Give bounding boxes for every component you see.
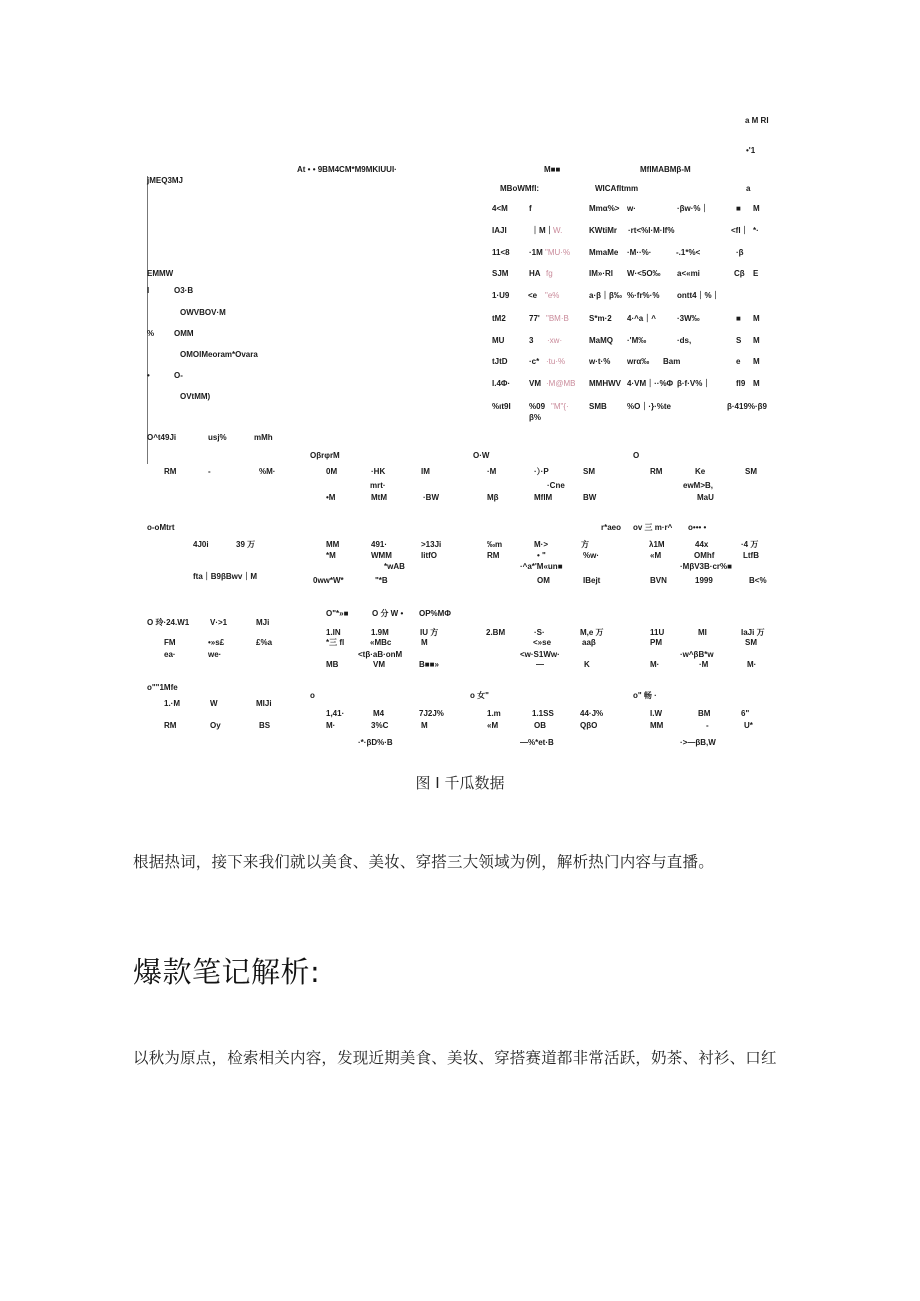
figure-cell: M,e 万: [580, 628, 604, 637]
figure-cell: OM: [537, 576, 550, 585]
figure-cell: BM: [698, 709, 711, 718]
figure-cell: jMEQ3MJ: [147, 176, 184, 185]
figure-cell: O 分 W •: [372, 609, 404, 618]
figure-cell: *wAB: [384, 562, 405, 571]
figure-cell: «M: [650, 551, 662, 560]
figure-cell: OMOIMeoram*Ovara: [180, 350, 258, 359]
figure-cell: K: [584, 660, 590, 669]
figure-cell: β·f·V%｜: [677, 379, 711, 388]
figure-cell: 2.BM: [486, 628, 506, 637]
figure-cell: o: [310, 691, 315, 700]
figure-cell: 44x: [695, 540, 709, 549]
figure-cell: 11<8: [492, 248, 510, 257]
figure-cell: *·: [753, 226, 759, 235]
figure-cell: O: [633, 451, 640, 460]
figure-cell: O·W: [473, 451, 490, 460]
figure-cell: ·Cne: [547, 481, 565, 490]
figure-cell: 0M: [326, 467, 338, 476]
figure-cell: ·xw·: [547, 336, 563, 345]
figure-cell: 77': [529, 314, 540, 323]
figure-cell: ·M: [487, 467, 497, 476]
figure-cell: W·<5O‰: [627, 269, 661, 278]
figure-cell: e: [736, 357, 741, 366]
figure-cell: HA: [529, 269, 541, 278]
figure-cell: RM: [487, 551, 500, 560]
figure-cell: ·MβV3B·cr%■: [680, 562, 732, 571]
figure-cell: ·'M‰: [627, 336, 647, 345]
figure-cell: β·419%·β9: [727, 402, 768, 411]
figure-cell: MU: [492, 336, 505, 345]
figure-cell: w·: [627, 204, 636, 213]
figure-cell: <»se: [533, 638, 552, 647]
figure-cell: 7J2J%: [419, 709, 444, 718]
figure-cell: OB: [534, 721, 546, 730]
figure-cell: BS: [259, 721, 271, 730]
figure-cell: β%: [529, 413, 541, 422]
figure-cell: 1,41·: [326, 709, 345, 718]
figure-cell: IAJI: [492, 226, 507, 235]
figure-cell: IBejt: [583, 576, 601, 585]
figure-cell: E: [753, 269, 759, 278]
figure-cell: o 女": [470, 691, 489, 700]
figure-cell: 39 万: [236, 540, 256, 549]
figure-cell: SMB: [589, 402, 607, 411]
figure-cell: ·βw·%｜: [677, 204, 709, 213]
figure-cell: Mmα%>: [589, 204, 620, 213]
figure-cell: 3: [529, 336, 534, 345]
figure-cell: mrt·: [370, 481, 386, 490]
figure-cell: ·M: [699, 660, 709, 669]
figure-cell: o-oMtrt: [147, 523, 175, 532]
figure-cell: PM: [650, 638, 662, 647]
figure-cell: %09: [529, 402, 546, 411]
figure-cell: M■■: [544, 165, 561, 174]
figure-cell: <fl｜: [731, 226, 749, 235]
figure-cell: "BM·B: [546, 314, 569, 323]
section-heading: 爆款笔记解析:: [133, 955, 321, 989]
figure-cell: ·*·βD%·B: [358, 738, 393, 747]
figure-cell: ·3W‰: [677, 314, 700, 323]
figure-cell: -: [706, 721, 709, 730]
figure-cell: B■■»: [419, 660, 439, 669]
figure-cell: Ke: [695, 467, 706, 476]
figure-cell: M·: [747, 660, 757, 669]
figure-cell: 6": [741, 709, 750, 718]
figure-cell: RM: [164, 721, 177, 730]
figure-cell: I.4Φ·: [492, 379, 511, 388]
figure-cell: «MBc: [370, 638, 392, 647]
figure-cell: ·c*: [529, 357, 540, 366]
figure-cell: VM: [373, 660, 385, 669]
figure-cell: "M"{·: [551, 402, 569, 411]
figure-cell: WMM: [371, 551, 392, 560]
figure-cell: O-: [174, 371, 183, 380]
figure-cell: 1.·M: [164, 699, 180, 708]
figure-cell: M4: [373, 709, 385, 718]
figure-cell: MB: [326, 660, 339, 669]
figure-cell: M·>: [534, 540, 548, 549]
figure-cell: ■: [736, 204, 741, 213]
table-left-border: [147, 176, 148, 464]
figure-cell: %·fr%·%: [627, 291, 660, 300]
figure-cell: 1.IN: [326, 628, 341, 637]
figure-cell: V·>1: [210, 618, 228, 627]
figure-cell: SM: [745, 638, 757, 647]
figure-cell: 4·VM｜··%Φ: [627, 379, 674, 388]
figure-cell: r*aeo: [601, 523, 622, 532]
figure-cell: —: [536, 660, 544, 669]
figure-cell: "*B: [375, 576, 388, 585]
figure-cell: MflMABMβ-M: [640, 165, 691, 174]
figure-cell: mMh: [254, 433, 273, 442]
figure-cell: FM: [164, 638, 176, 647]
figure-cell: ·M@MB: [546, 379, 576, 388]
figure-cell: ·S·: [534, 628, 545, 637]
figure-cell: MM: [650, 721, 664, 730]
figure-cell: MaMQ: [589, 336, 613, 345]
figure-cell: 44·J%: [580, 709, 604, 718]
figure-cell: •M: [326, 493, 336, 502]
figure-cell: SM: [745, 467, 757, 476]
figure-cell: fta｜B9βBwv｜M: [193, 572, 257, 581]
figure-cell: ·BW: [423, 493, 439, 502]
figure-cell: IaJi 万: [741, 628, 765, 637]
figure-cell: 4<M: [492, 204, 508, 213]
figure-cell: VM: [529, 379, 541, 388]
figure-cell: O 玲·24.W1: [147, 618, 190, 627]
figure-cell: RM: [650, 467, 663, 476]
figure-cell: ea·: [164, 650, 176, 659]
figure-cell: w·t·%: [589, 357, 611, 366]
figure-caption: 图 I 千瓜数据: [415, 774, 505, 792]
figure-cell: ov 三 m·r^: [633, 523, 673, 532]
figure-cell: OMhf: [694, 551, 715, 560]
figure-cell: £%a: [256, 638, 273, 647]
figure-cell: ·）·P: [534, 467, 549, 476]
figure-cell: •»s£: [208, 638, 225, 647]
figure-cell: IM»·Rl: [589, 269, 613, 278]
figure-cell: O"*»■: [326, 609, 349, 618]
figure-cell: aaβ: [582, 638, 596, 647]
figure-cell: tM2: [492, 314, 506, 323]
figure-cell: ·M··%·: [627, 248, 652, 257]
figure-cell: O3·B: [174, 286, 194, 295]
figure-cell: λ1M: [649, 540, 665, 549]
figure-cell: M: [753, 379, 760, 388]
figure-cell: 4·^a｜^: [627, 314, 656, 323]
figure-cell: M·: [650, 660, 660, 669]
figure-cell: 1999: [695, 576, 713, 585]
figure-cell: a: [746, 184, 751, 193]
figure-cell: ontt4｜%｜: [677, 291, 720, 300]
figure-cell: %ιt9I: [492, 402, 511, 411]
figure-cell: M: [753, 314, 760, 323]
figure-cell: ·w^βB*w: [680, 650, 714, 659]
figure-cell: M: [421, 638, 428, 647]
figure-cell: MtM: [371, 493, 387, 502]
figure-cell: IU 方: [420, 628, 439, 637]
body-paragraph-1: 根据热词，接下来我们就以美食、美妆、穿搭三大领域为例，解析热门内容与直播。: [133, 853, 714, 871]
figure-cell: MIJi: [256, 699, 272, 708]
figure-cell: •'1: [746, 146, 756, 155]
figure-cell: f: [529, 204, 532, 213]
figure-cell: KWtiMr: [589, 226, 617, 235]
body-paragraph-2: 以秋为原点，检索相关内容，发现近期美食、美妆、穿搭赛道都非常活跃，奶茶、衬衫、口红: [133, 1049, 777, 1067]
figure-cell: 1.9M: [371, 628, 389, 637]
figure-cell: S: [736, 336, 742, 345]
figure-cell: MflM: [534, 493, 553, 502]
figure-cell: S*m·2: [589, 314, 612, 323]
figure-cell: ·4 万: [741, 540, 759, 549]
figure-cell: o""1Mfe: [147, 683, 178, 692]
figure-cell: ·β: [736, 248, 744, 257]
figure-cell: M: [753, 336, 760, 345]
figure-cell: M: [421, 721, 428, 730]
figure-cell: 4J0i: [193, 540, 209, 549]
figure-cell: a·β｜β‰: [589, 291, 622, 300]
figure-cell: MJi: [256, 618, 270, 627]
figure-cell: B<%: [749, 576, 767, 585]
figure-cell: ｜M｜: [531, 226, 554, 235]
figure-cell: Mβ: [487, 493, 499, 502]
figure-cell: ‰m: [487, 540, 503, 549]
figure-cell: •: [147, 371, 150, 380]
figure-cell: <tβ·aB·onM: [358, 650, 403, 659]
figure-cell: %w·: [583, 551, 599, 560]
figure-cell: tJtD: [492, 357, 508, 366]
figure-cell: "e%: [545, 291, 560, 300]
figure-cell: 491·: [371, 540, 388, 549]
figure-cell: -: [208, 467, 211, 476]
figure-cell: ·1M: [529, 248, 543, 257]
figure-cell: a<«mi: [677, 269, 700, 278]
figure-cell: 1·U9: [492, 291, 510, 300]
figure-cell: ·rt<%I·M·If%: [628, 226, 675, 235]
figure-cell: M: [753, 204, 760, 213]
figure-cell: U*: [744, 721, 753, 730]
figure-cell: 1.1SS: [532, 709, 554, 718]
figure-cell: SM: [583, 467, 595, 476]
figure-cell: fg: [546, 269, 553, 278]
figure-cell: SJM: [492, 269, 509, 278]
figure-cell: Bam: [663, 357, 681, 366]
figure-cell: -.1*%<: [676, 248, 701, 257]
figure-cell: LtfB: [743, 551, 759, 560]
figure-cell: IM: [421, 467, 430, 476]
figure-cell: ·^a*'M«un■: [520, 562, 563, 571]
figure-cell: O^t49Ji: [147, 433, 177, 442]
figure-cell: <w·S1Ww·: [520, 650, 560, 659]
figure-cell: EMMW: [147, 269, 174, 278]
figure-cell: ·ds,: [677, 336, 692, 345]
figure-cell: WICAfltmm: [595, 184, 639, 193]
figure-cell: 3%C: [371, 721, 389, 730]
figure-cell: 1.m: [487, 709, 501, 718]
figure-cell: BVN: [650, 576, 667, 585]
figure-cell: ·HK: [371, 467, 386, 476]
figure-cell: >13Ji: [421, 540, 442, 549]
figure-cell: «M: [487, 721, 499, 730]
figure-cell: I: [147, 286, 150, 295]
figure-cell: Cβ: [734, 269, 745, 278]
figure-cell: OVtMM): [180, 392, 211, 401]
figure-cell: W.: [553, 226, 563, 235]
figure-cell: OP%MΦ: [419, 609, 451, 618]
figure-cell: ·tu·%: [546, 357, 566, 366]
figure-cell: OWVBOV·M: [180, 308, 226, 317]
figure-cell: we·: [208, 650, 222, 659]
figure-cell: "MU·%: [545, 248, 571, 257]
figure-cell: MBoWMfl:: [500, 184, 540, 193]
figure-cell: usj%: [208, 433, 227, 442]
figure-cell: wrα‰: [627, 357, 650, 366]
figure-cell: I.W: [650, 709, 662, 718]
figure-cell: Oy: [210, 721, 221, 730]
figure-cell: <e: [528, 291, 538, 300]
figure-cell: fl9: [736, 379, 746, 388]
figure-cell: MmaMe: [589, 248, 619, 257]
figure-cell: %: [147, 329, 155, 338]
figure-cell: RM: [164, 467, 177, 476]
figure-cell: a M RI: [745, 116, 769, 125]
figure-cell: %O｜·}·%te: [627, 402, 672, 411]
figure-cell: W: [210, 699, 218, 708]
figure-cell: OβrφrM: [310, 451, 340, 460]
figure-cell: • ": [537, 551, 546, 560]
figure-cell: %M·: [259, 467, 276, 476]
figure-cell: —%*et·B: [520, 738, 554, 747]
figure-cell: o" 畅 ·: [633, 691, 657, 700]
figure-cell: ·>—βB,W: [680, 738, 716, 747]
figure-cell: At • • 9BM4CM*M9MKIUUI·: [297, 165, 397, 174]
figure-cell: IitfO: [421, 551, 437, 560]
figure-cell: M·: [326, 721, 336, 730]
figure-cell: MaU: [697, 493, 714, 502]
figure-cell: MMHWV: [589, 379, 621, 388]
figure-cell: OMM: [174, 329, 194, 338]
figure-cell: 11U: [650, 628, 665, 637]
figure-cell: o••• •: [688, 523, 707, 532]
figure-cell: ■: [736, 314, 741, 323]
figure-cell: MI: [698, 628, 707, 637]
figure-cell: ewM>B,: [683, 481, 714, 490]
figure-cell: MM: [326, 540, 340, 549]
figure-cell: 方: [581, 540, 589, 549]
figure-cell: QβO: [580, 721, 598, 730]
figure-cell: BW: [583, 493, 597, 502]
figure-cell: *三 fl: [326, 638, 345, 647]
figure-cell: *M: [326, 551, 336, 560]
figure-cell: M: [753, 357, 760, 366]
figure-cell: 0ww*W*: [313, 576, 344, 585]
